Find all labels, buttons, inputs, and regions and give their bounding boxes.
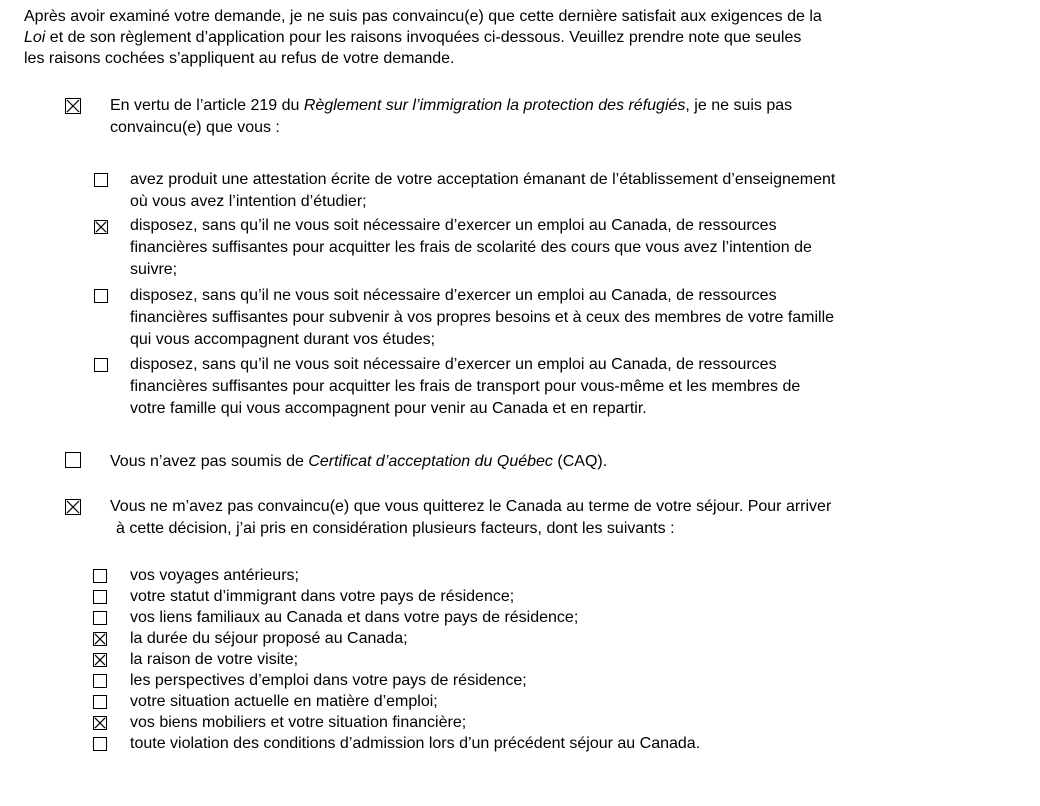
factor-0-label: vos voyages antérieurs; bbox=[130, 567, 299, 584]
item-219-2-line-3: qui vous accompagnent durant vos études; bbox=[130, 331, 436, 348]
factor-1-checkbox[interactable] bbox=[93, 590, 107, 604]
section-leave-checkbox[interactable] bbox=[65, 499, 81, 515]
item-219-0-line-1: avez produit une attestation écrite de votre acceptation émanant de l’établissement d’enseignement bbox=[130, 171, 836, 188]
factor-3-label: la durée du séjour proposé au Canada; bbox=[130, 630, 408, 647]
factor-6-label: votre situation actuelle en matière d’emploi; bbox=[130, 693, 438, 710]
intro-line-2-rest: et de son règlement d’application pour les raisons invoquées ci-dessous. Veuillez prendre note que seules bbox=[45, 29, 802, 46]
factor-4-checkbox[interactable] bbox=[93, 653, 107, 667]
section-219-pre: En vertu de l’article 219 du bbox=[110, 97, 304, 114]
item-219-0-line-2: où vous avez l’intention d’étudier; bbox=[130, 193, 367, 210]
section-leave-line-2: à cette décision, j’ai pris en considération plusieurs facteurs, dont les suivants : bbox=[116, 520, 675, 537]
intro-line-3: les raisons cochées s’appliquent au refus de votre demande. bbox=[24, 50, 455, 67]
factor-8-label: toute violation des conditions d’admission lors d’un précédent séjour au Canada. bbox=[130, 735, 701, 752]
section-219-post: , je ne suis pas bbox=[685, 97, 793, 114]
section-219-line-2: convaincu(e) que vous : bbox=[110, 119, 280, 136]
factor-6-checkbox[interactable] bbox=[93, 695, 107, 709]
item-219-2-line-2: financières suffisantes pour subvenir à vos propres besoins et à ceux des membres de votre famille bbox=[130, 309, 835, 326]
factor-7-label: vos biens mobiliers et votre situation financière; bbox=[130, 714, 467, 731]
factor-4-label: la raison de votre visite; bbox=[130, 651, 299, 668]
item-219-2-checkbox[interactable] bbox=[94, 289, 108, 303]
item-219-1-line-1: disposez, sans qu’il ne vous soit nécessaire d’exercer un emploi au Canada, de ressources bbox=[130, 217, 777, 234]
item-219-1-line-2: financières suffisantes pour acquitter les frais de scolarité des cours que vous avez l’intention de bbox=[130, 239, 812, 256]
section-caq-line bbox=[110, 452, 607, 471]
item-219-3-checkbox[interactable] bbox=[94, 358, 108, 372]
factor-3-checkbox[interactable] bbox=[93, 632, 107, 646]
section-caq-certificate: Certificat d’acceptation du Québec bbox=[308, 453, 553, 470]
factor-5-label: les perspectives d’emploi dans votre pays de résidence; bbox=[130, 672, 527, 689]
section-caq-pre: Vous n’avez pas soumis de bbox=[110, 453, 309, 470]
item-219-3-line-1: disposez, sans qu’il ne vous soit nécessaire d’exercer un emploi au Canada, de ressources bbox=[130, 356, 777, 373]
intro-line-1: Après avoir examiné votre demande, je ne suis pas convaincu(e) que cette dernière satisfait aux exigences de la bbox=[24, 8, 822, 25]
section-219-line-1 bbox=[110, 96, 792, 115]
intro-line-2 bbox=[24, 28, 801, 47]
item-219-0-checkbox[interactable] bbox=[94, 173, 108, 187]
item-219-3-line-3: votre famille qui vous accompagnent pour venir au Canada et en repartir. bbox=[130, 400, 647, 417]
item-219-3-line-2: financières suffisantes pour acquitter les frais de transport pour vous-même et les membres de bbox=[130, 378, 801, 395]
section-caq-post: (CAQ). bbox=[552, 453, 608, 470]
intro-loi: Loi bbox=[24, 29, 46, 46]
factor-2-label: vos liens familiaux au Canada et dans votre pays de résidence; bbox=[130, 609, 579, 626]
item-219-1-checkbox[interactable] bbox=[94, 220, 108, 234]
factor-8-checkbox[interactable] bbox=[93, 737, 107, 751]
item-219-1-line-3: suivre; bbox=[130, 261, 178, 278]
section-caq-checkbox[interactable] bbox=[65, 452, 81, 468]
section-leave-line-1: Vous ne m’avez pas convaincu(e) que vous quitterez le Canada au terme de votre séjour. Pour arriver bbox=[110, 498, 832, 515]
section-219-regulation: Règlement sur l’immigration la protection des réfugiés bbox=[303, 97, 686, 114]
factor-2-checkbox[interactable] bbox=[93, 611, 107, 625]
factor-1-label: votre statut d’immigrant dans votre pays de résidence; bbox=[130, 588, 515, 605]
section-219-checkbox[interactable] bbox=[65, 98, 81, 114]
item-219-2-line-1: disposez, sans qu’il ne vous soit nécessaire d’exercer un emploi au Canada, de ressources bbox=[130, 287, 777, 304]
factor-7-checkbox[interactable] bbox=[93, 716, 107, 730]
factor-0-checkbox[interactable] bbox=[93, 569, 107, 583]
factor-5-checkbox[interactable] bbox=[93, 674, 107, 688]
